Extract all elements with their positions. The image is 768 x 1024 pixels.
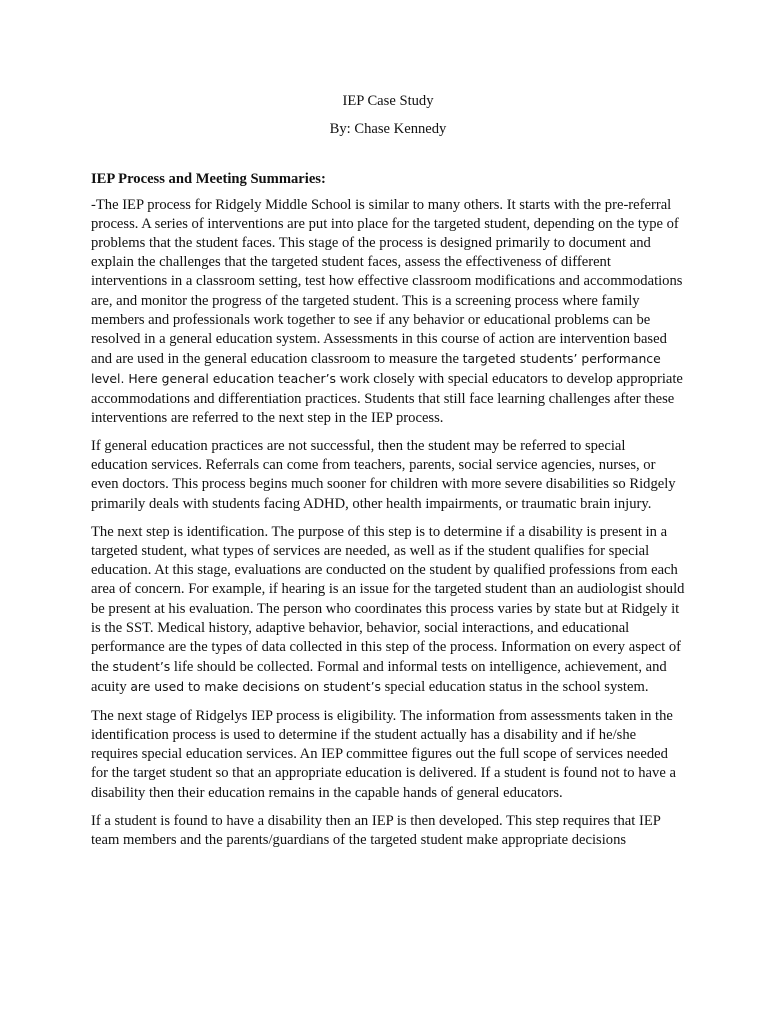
paragraph-text: special education status in the school system. — [380, 679, 649, 696]
paragraph-text: The next step is identification. The purpose of this step is to determine if a disability is present in a targeted student, what types of services are needed, as well as if the student qualifies for special education. At this stage, evaluations are conducted on the student by qualified professions from each area of concern. For example, if hearing is an issue for the targeted student than an audiologist should be present at his evaluation. The person who coordinates this process varies by state but at Ridgely it is the SST. Medical history, adaptive behavior, behavior, social interactions, and educational performance are the types of data collected in this step of the process. Information on every aspect of the — [91, 523, 685, 676]
paragraph-text-alt: targeted students’ performance level. Here general education teacher’s — [91, 351, 661, 387]
paragraph-text: life should be collected. Formal and informal tests on intelligence, achievement, and acuity — [91, 659, 667, 696]
section-heading: IEP Process and Meeting Summaries: — [91, 171, 326, 188]
document-page — [91, 92, 685, 850]
paragraph-text-alt: student’s — [112, 659, 171, 675]
paragraph-eligibility: The next stage of Ridgelys IEP process is eligibility. The information from assessments taken in the identification process is used to determine if the student actually has a disability and if he/she requires special education services. An IEP committee figures out the full scope of services needed for the target student so that an appropriate education is delivered. If a student is found not to have a disability then their education remains in the capable hands of general educators. — [91, 707, 676, 801]
paragraph-text: -The IEP process for Ridgely Middle School is similar to many others. It starts with the pre-referral process. A series of interventions are put into place for the targeted student, depending on the type of problems that the student faces. This stage of the process is designed primarily to document and explain the challenges that the targeted student faces, assess the effectiveness of different interventions in a classroom setting, test how effective classroom modifications and accommodations are, and monitor the progress of the targeted student. This is a screening process where family members and professionals work together to see if any behavior or educational problems can be resolved in a general education system. Assessments in this course of action are intervention based and are used in the general education classroom to measure the — [91, 196, 683, 368]
paragraph-iep-development: If a student is found to have a disability then an IEP is then developed. This step requires that IEP team members and the parents/guardians of the targeted student make appropriate decisions — [91, 812, 661, 848]
paragraph-referral: If general education practices are not successful, then the student may be referred to special education services. Referrals can come from teachers, parents, social service agencies, nurses, or even doctors. This process begins much sooner for children with more severe disabilities so Ridgely primarily deals with students facing ADHD, other health impairments, or traumatic brain injury. — [91, 438, 676, 512]
document-author: By: Chase Kennedy — [329, 121, 447, 138]
paragraph-identification — [91, 523, 685, 698]
document-title: IEP Case Study — [342, 93, 434, 109]
paragraph-text: work closely with special educators to develop appropriate accommodations and differentiation practices. Students that still face learning challenges after these interventions are referred to the next step in the IEP process. — [91, 371, 683, 426]
paragraph-text-alt: are used to make decisions on student’s — [130, 679, 381, 695]
paragraph-pre-referral — [91, 196, 685, 428]
